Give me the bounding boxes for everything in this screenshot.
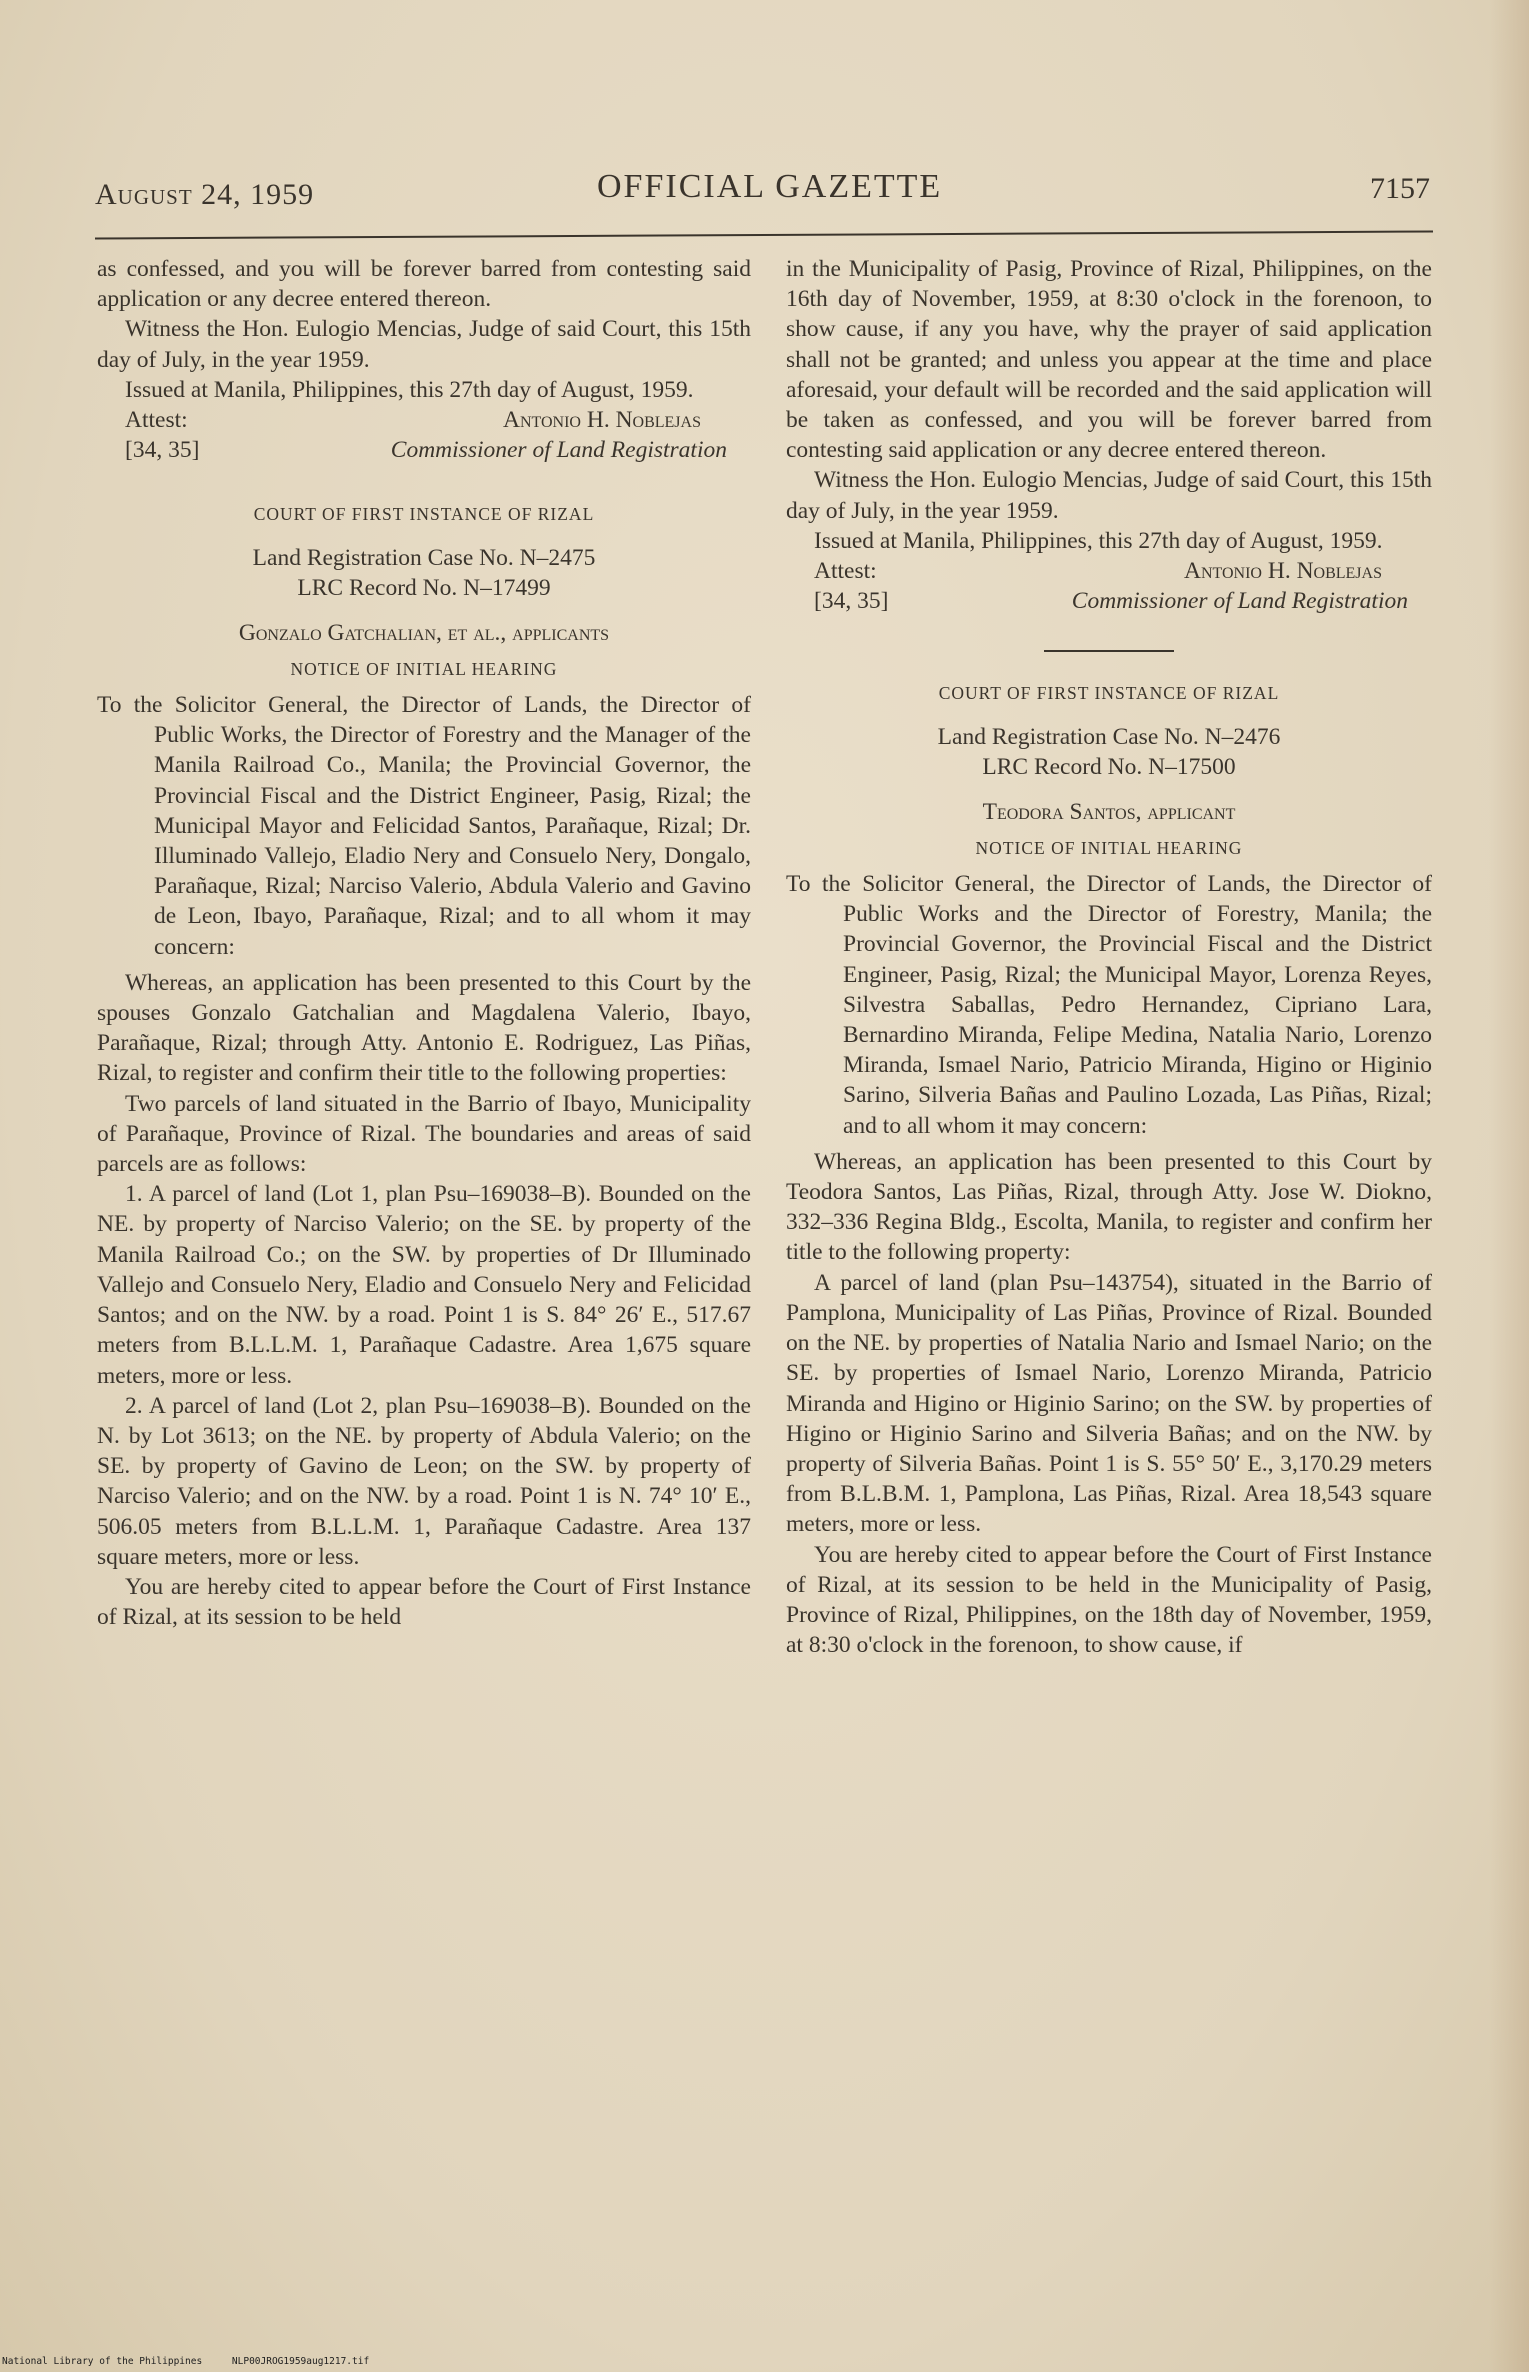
right-ref: [34, 35] (814, 588, 889, 615)
right-column (786, 254, 1432, 1660)
right-lrc-record: LRC Record No. N–17500 (982, 754, 1236, 781)
left-lot-1: 1. A parcel of land (Lot 1, plan Psu–169038–B). Bounded on the NE. by property of Narciso Valerio; on the SE. by property of the Manila Railroad Co.; on the SW. by properties of Dr Illuminado Vallejo and Consuelo Nery, Eladio and Consuelo Nery and Felicidad Santos; and on the NW. by a road. Point 1 is S. 84° 26′ E., 517.67 meters from B.L.L.M. 1, Parañaque Cadastre. Area 1,675 square meters, more or less. (97, 1181, 751, 1389)
right-case-number: Land Registration Case No. N–2476 (937, 724, 1281, 751)
scan-footer (2, 2356, 393, 2367)
left-attest-label: Attest: (125, 407, 188, 434)
left-signatory: Antonio H. Noblejas (502, 407, 701, 434)
right-cited: You are hereby cited to appear before the Court of First Instance of Rizal, at its session to be held in the Municipality of Pasig, Province of Rizal, Philippines, on the 18th day of November, 1959, at 8:30 o'clock in the forenoon, to show cause, if (786, 1541, 1432, 1659)
footer-library: National Library of the Philippines (2, 2356, 203, 2367)
right-issued: Issued at Manila, Philippines, this 27th day of August, 1959. (814, 527, 1383, 554)
header-date: August 24, 1959 (95, 178, 315, 211)
page-edge-shading (1489, 0, 1529, 2372)
right-signatory: Antonio H. Noblejas (1183, 558, 1382, 585)
header-page-number: 7157 (1370, 172, 1430, 205)
left-parcels-intro: Two parcels of land situated in the Barrio of Ibayo, Municipality of Parañaque, Province of Rizal. The boundaries and areas of said parcels are as follows: (97, 1090, 751, 1178)
header-title: OFFICIAL GAZETTE (597, 168, 943, 205)
footer-file: NLP00JROG1959aug1217.tif (231, 2356, 370, 2367)
right-applicant: Teodora Santos, applicant (982, 798, 1236, 825)
section-separator (1044, 650, 1174, 652)
left-whereas: Whereas, an application has been presented to this Court by the spouses Gonzalo Gatchalian and Magdalena Valerio, Ibayo, Parañaque, Rizal; through Atty. Antonio E. Rodriguez, Las Piñas, Rizal, to register and confirm their title to the following properties: (97, 969, 751, 1087)
left-paragraph-1: as confessed, and you will be forever barred from contesting said application or any decree entered thereon. (97, 256, 751, 313)
right-attest-label: Attest: (814, 558, 877, 585)
left-notice-heading: NOTICE OF INITIAL HEARING (290, 658, 558, 679)
page-header (95, 168, 1430, 218)
left-applicant: Gonzalo Gatchalian, et al., applicants (238, 619, 610, 646)
left-case-number: Land Registration Case No. N–2475 (252, 545, 596, 572)
left-court-heading: COURT OF FIRST INSTANCE OF RIZAL (253, 504, 595, 525)
left-ref: [34, 35] (125, 437, 200, 464)
left-lot-2: 2. A parcel of land (Lot 2, plan Psu–169038–B). Bounded on the N. by Lot 3613; on the NE. by property of Abdula Valerio; on the SE. by property of Gavino de Leon; on the SW. by property of Narciso Valerio; and on the NW. by a road. Point 1 is N. 74° 10′ E., 506.05 meters from B.L.L.M. 1, Parañaque Cadastre. Area 137 square meters, more or less. (97, 1392, 751, 1570)
left-lrc-record: LRC Record No. N–17499 (297, 575, 551, 602)
left-issued: Issued at Manila, Philippines, this 27th day of August, 1959. (125, 376, 694, 403)
left-signatory-title: Commissioner of Land Registration (390, 437, 727, 464)
right-parcel: A parcel of land (plan Psu–143754), situated in the Barrio of Pamplona, Municipality of Las Piñas, Province of Rizal. Bounded on the NE. by properties of Natalia Nario and Ismael Nario; on the SE. by properties of Ismael Nario, Lorenzo Miranda, Patricio Miranda and Higino or Higinio Sarino; on the SW. by properties of Higino or Higinio Sarino and Silveria Bañas; and on the NW. by property of Silveria Bañas. Point 1 is S. 55° 50′ E., 3,170.29 meters from B.L.B.M. 1, Pamplona, Las Piñas, Rizal. Area 18,543 square meters, more or less. (786, 1269, 1432, 1538)
right-signature-line (786, 586, 1432, 616)
right-paragraph-1: in the Municipality of Pasig, Province of Rizal, Philippines, on the 16th day of November, 1959, at 8:30 o'clock in the forenoon, to show cause, if any you have, why the prayer of said application shall not be granted; and unless you appear at the time and place aforesaid, your default will be recorded and the said application will be taken as confessed, and you will be forever barred from contesting said application or any decree entered thereon. (786, 256, 1432, 464)
right-attest-line (786, 556, 1432, 586)
right-notice-heading: NOTICE OF INITIAL HEARING (975, 837, 1243, 858)
left-column (97, 254, 751, 1632)
left-signature-line (97, 435, 751, 465)
right-addressees: To the Solicitor General, the Director of Lands, the Director of Public Works and the Director of Forestry, Manila; the Provincial Governor, the Provincial Fiscal and the District Engineer, Pasig, Rizal; the Municipal Mayor, Lorenza Reyes, Silvestra Saballas, Pedro Hernandez, Cipriano Lara, Bernardino Miranda, Felipe Medina, Natalia Nario, Lorenzo Miranda, Ismael Nario, Patricio Miranda, Higino or Higinio Sarino, Silveria Bañas and Paulino Lozada, Las Piñas, Rizal; and to all whom it may concern: (786, 871, 1432, 1139)
header-rule (95, 230, 1433, 239)
left-addressees: To the Solicitor General, the Director of Lands, the Director of Public Works, the Director of Forestry and the Manager of the Manila Railroad Co., Manila; the Provincial Governor, the Provincial Fiscal and the District Engineer, Pasig, Rizal; the Municipal Mayor and Felicidad Santos, Parañaque, Rizal; Dr. Illuminado Vallejo, Eladio Nery and Consuelo Nery, Dongalo, Parañaque, Rizal; Narciso Valerio, Abdula Valerio and Gavino de Leon, Ibayo, Parañaque, Rizal; and to all whom it may concern: (97, 692, 751, 960)
right-witness: Witness the Hon. Eulogio Mencias, Judge of said Court, this 15th day of July, in the year 1959. (786, 467, 1432, 524)
left-attest-line (97, 405, 751, 435)
left-cited: You are hereby cited to appear before the Court of First Instance of Rizal, at its session to be held (97, 1573, 751, 1631)
right-court-heading: COURT OF FIRST INSTANCE OF RIZAL (938, 683, 1280, 704)
left-witness: Witness the Hon. Eulogio Mencias, Judge of said Court, this 15th day of July, in the year 1959. (97, 316, 751, 373)
right-whereas: Whereas, an application has been presented to this Court by Teodora Santos, Las Piñas, Rizal, through Atty. Jose W. Diokno, 332–336 Regina Bldg., Escolta, Manila, to register and confirm her title to the following property: (786, 1148, 1432, 1266)
right-signatory-title: Commissioner of Land Registration (1071, 588, 1408, 615)
